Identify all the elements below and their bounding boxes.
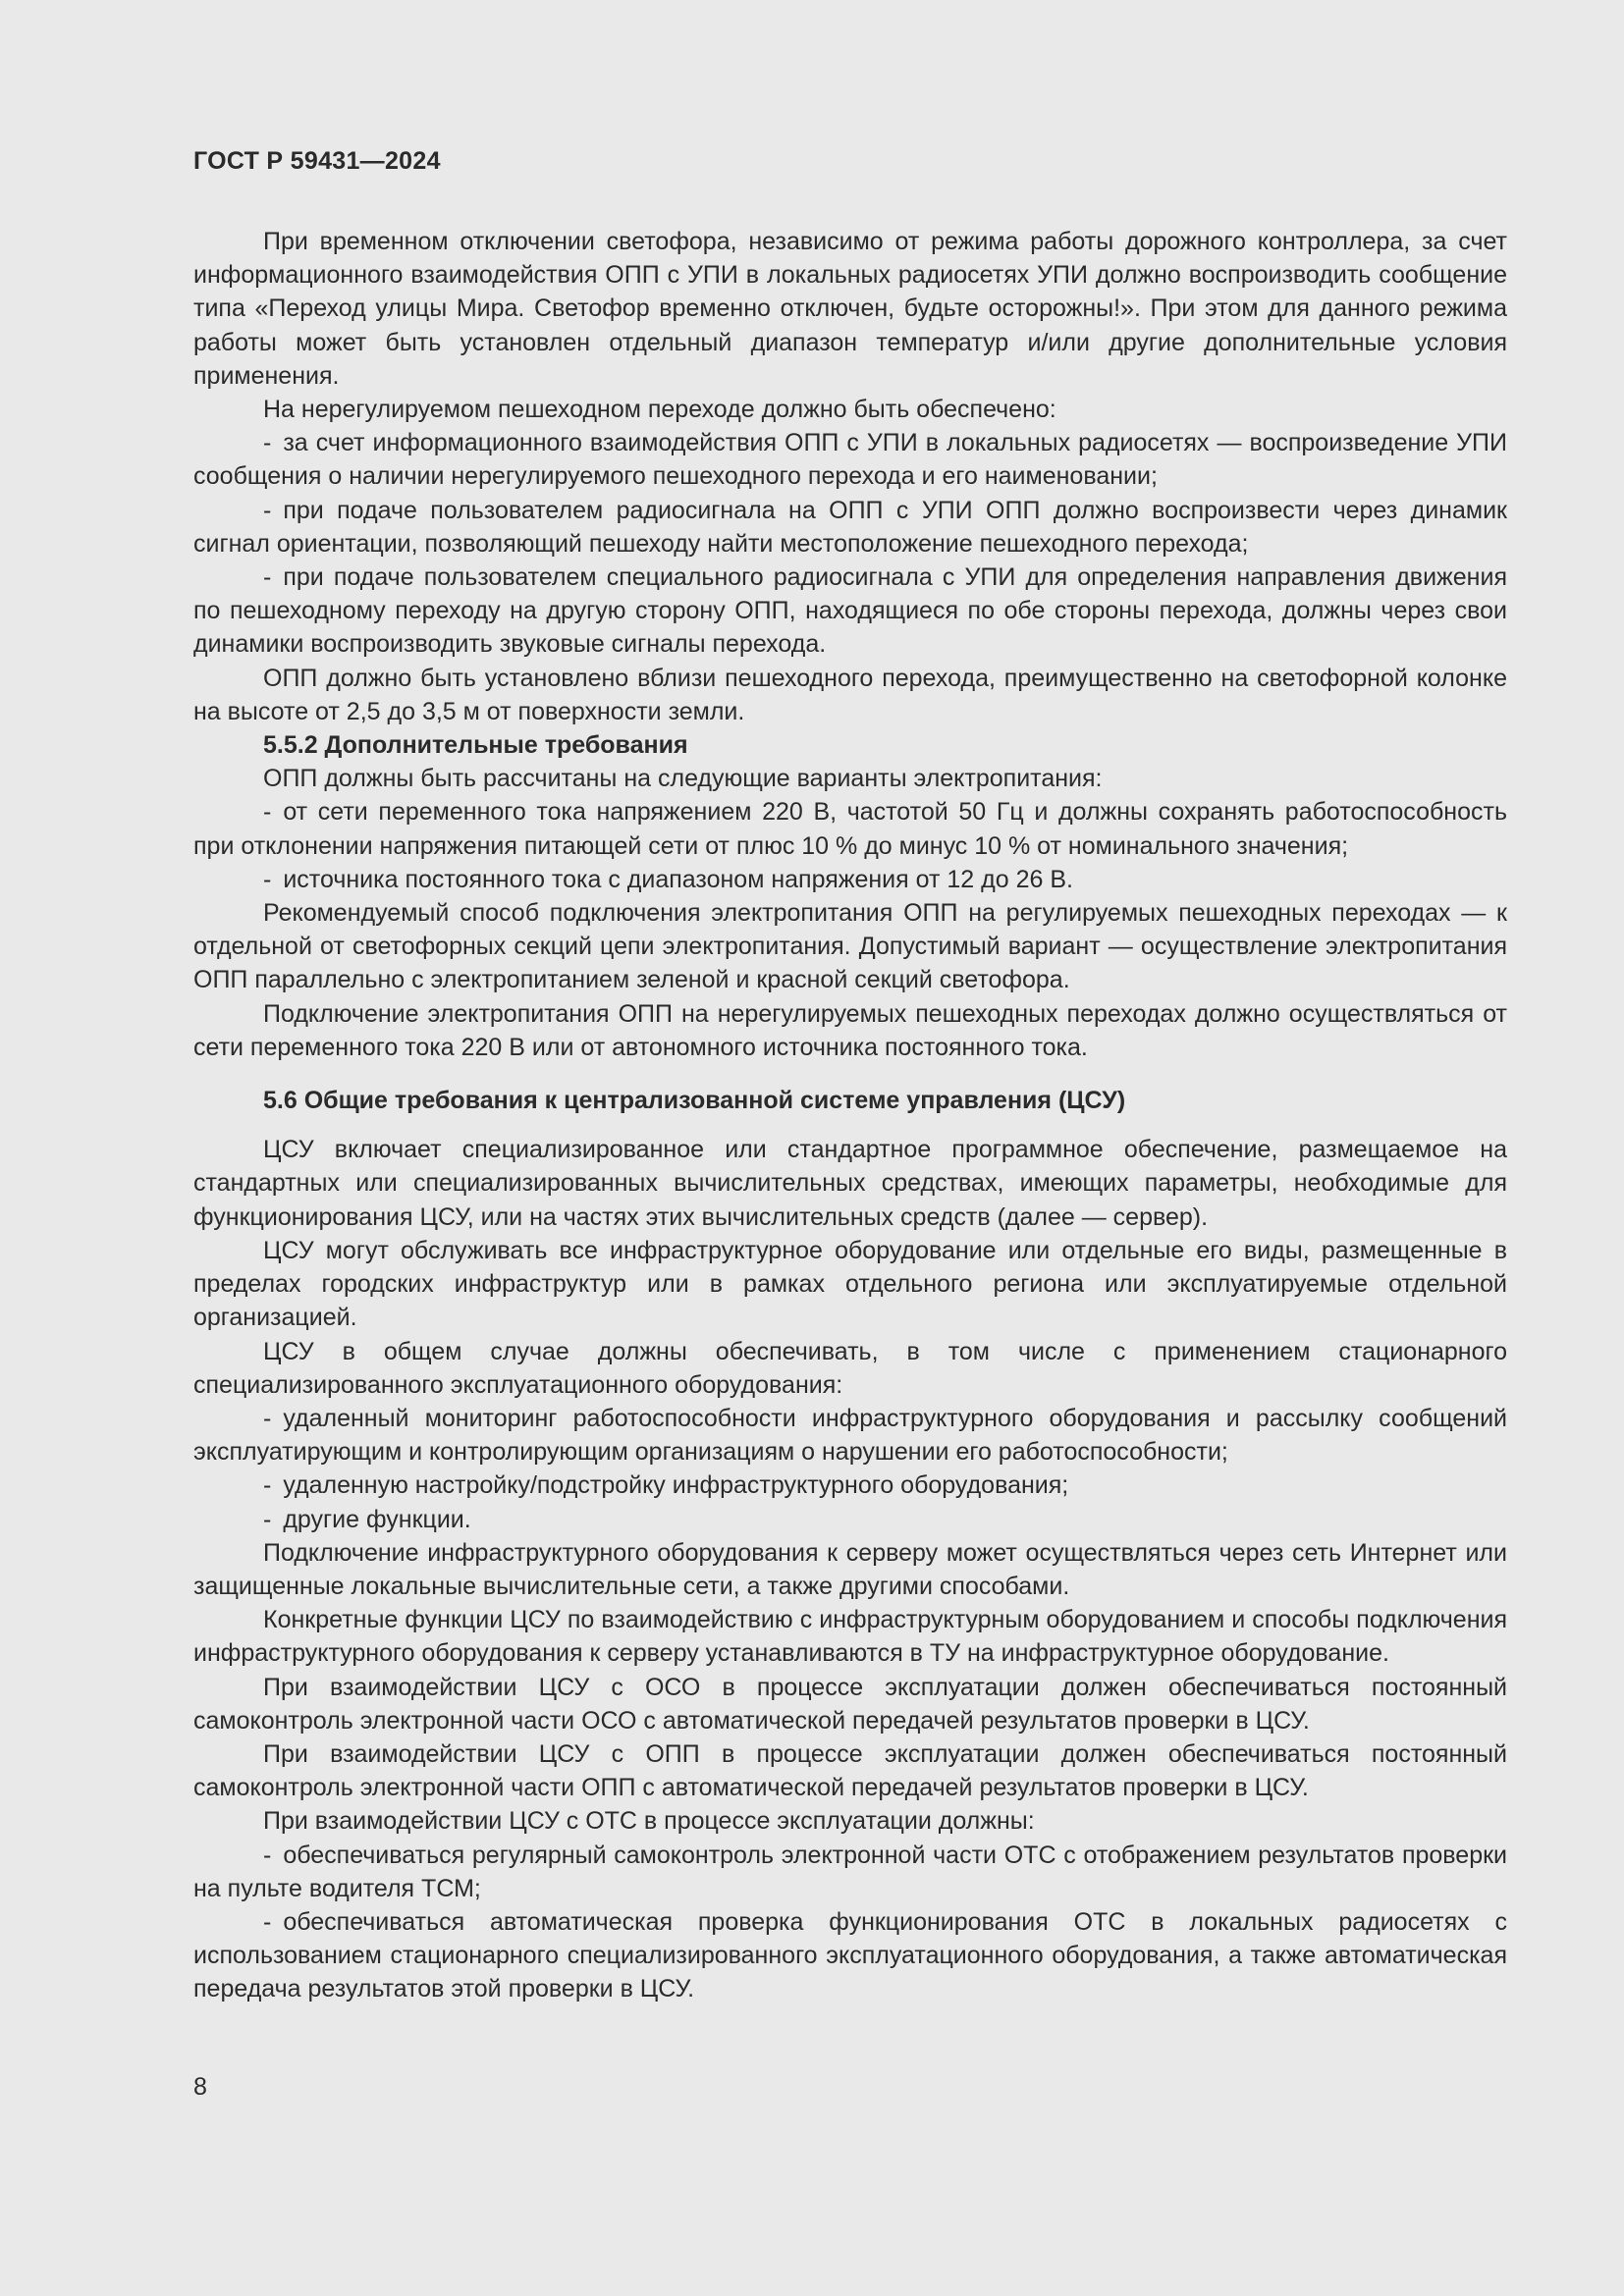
paragraph: ЦСУ включает специализированное или стандартное программное обеспечение, размещаемое на стандартных или специализированных вычислительных средствах, имеющих параметры, необходимые для функционирования ЦСУ, или на частях этих вычислительных средств (далее — сервер). [193, 1136, 1507, 1231]
list-item-text: удаленную настройку/подстройку инфраструктурного оборудования; [283, 1471, 1069, 1500]
list-item [193, 1905, 1507, 2006]
list-marker: - [263, 1404, 272, 1432]
list-item [193, 426, 1507, 493]
list-item [193, 1402, 1507, 1468]
paragraph: ЦСУ могут обслуживать все инфраструктурное оборудование или отдельные его виды, размещенные в пределах городских инфраструктур или в рамках отдельного региона или эксплуатируемые отдельной организацией. [193, 1236, 1507, 1332]
list-marker: - [263, 1505, 272, 1533]
paragraph: ЦСУ в общем случае должны обеспечивать, в том числе с применением стационарного специализированного эксплуатационного оборудования: [193, 1337, 1507, 1399]
list-marker: - [263, 1907, 272, 1936]
list-item-text: обеспечиваться регулярный самоконтроль электронной части ОТС с отображением результатов проверки на пульте водителя ТСМ; [193, 1841, 1507, 1902]
list-marker: - [263, 563, 272, 592]
paragraph: При взаимодействии ЦСУ с ОСО в процессе эксплуатации должен обеспечиваться постоянный самоконтроль электронной части ОСО с автоматической передачей результатов проверки в ЦСУ. [193, 1673, 1507, 1735]
list-item-text: источника постоянного тока с диапазоном напряжения от 12 до 26 В. [283, 865, 1073, 893]
list-marker: - [263, 1841, 272, 1869]
paragraph: Подключение электропитания ОПП на нерегулируемых пешеходных переходах должно осуществляться от сети переменного тока 220 В или от автономного источника постоянного тока. [193, 999, 1507, 1061]
page-number: 8 [193, 2073, 207, 2101]
list-item [193, 863, 1507, 896]
paragraph: На нерегулируемом пешеходном переходе должно быть обеспечено: [263, 396, 1056, 424]
list-item-text: другие функции. [283, 1505, 471, 1533]
paragraph: Конкретные функции ЦСУ по взаимодействию с инфраструктурным оборудованием и способы подключения инфраструктурного оборудования к серверу устанавливаются в ТУ на инфраструктурное оборудование. [193, 1606, 1507, 1668]
paragraph: При взаимодействии ЦСУ с ОТС в процессе эксплуатации должны: [263, 1807, 1035, 1836]
paragraph: Подключение инфраструктурного оборудования к серверу может осуществляться через сеть Интернет или защищенные локальные вычислительные сети, а также другими способами. [193, 1538, 1507, 1600]
list-item-text: от сети переменного тока напряжением 220 В, частотой 50 Гц и должны сохранять работоспособность при отклонении напряжения питающей сети от плюс 10 % до минус 10 % от номинального значения; [193, 798, 1507, 860]
list-item-text: при подаче пользователем радиосигнала на ОПП с УПИ ОПП должно воспроизвести через динамик сигнал ориентации, позволяющий пешеходу найти местоположение пешеходного перехода; [193, 496, 1507, 558]
list-marker: - [263, 429, 272, 457]
list-item [193, 1468, 1507, 1502]
list-marker: - [263, 496, 272, 524]
list-item [193, 561, 1507, 662]
section-heading-5-6: 5.6 Общие требования к централизованной системе управления (ЦСУ) [263, 1087, 1126, 1115]
list-item [193, 1839, 1507, 1905]
list-item [193, 1503, 1507, 1536]
subsection-heading-5-5-2: 5.5.2 Дополнительные требования [263, 731, 688, 760]
paragraph: При взаимодействии ЦСУ с ОПП в процессе эксплуатации должен обеспечиваться постоянный самоконтроль электронной части ОПП с автоматической передачей результатов проверки в ЦСУ. [193, 1739, 1507, 1802]
paragraph: ОПП должно быть установлено вблизи пешеходного перехода, преимущественно на светофорной колонке на высоте от 2,5 до 3,5 м от поверхности земли. [193, 664, 1507, 725]
list-item [193, 494, 1507, 561]
list-item [193, 795, 1507, 862]
paragraph: При временном отключении светофора, независимо от режима работы дорожного контроллера, за счет информационного взаимодействия ОПП с УПИ в локальных радиосетях УПИ должно воспроизводить сообщение типа «Переход улицы Мира. Светофор временно отключен, будьте осторожны!». При этом для данного режима работы может быть установлен отдельный диапазон температур и/или другие дополнительные условия применения. [193, 228, 1507, 390]
page-content [193, 225, 1507, 2006]
paragraph: ОПП должны быть рассчитаны на следующие варианты электропитания: [263, 765, 1103, 793]
list-item-text: удаленный мониторинг работоспособности инфраструктурного оборудования и рассылку сообщений эксплуатирующим и контролирующим организациям о нарушении его работоспособности; [193, 1404, 1507, 1467]
list-marker: - [263, 798, 272, 827]
list-item-text: за счет информационного взаимодействия ОПП с УПИ в локальных радиосетях — воспроизведение УПИ сообщения о наличии нерегулируемого пешеходного перехода и его наименовании; [193, 429, 1507, 491]
paragraph: Рекомендуемый способ подключения электропитания ОПП на регулируемых пешеходных переходах — к отдельной от светофорных секций цепи электропитания. Допустимый вариант — осуществление электропитания ОПП параллельно с электропитанием зеленой и красной секций светофора. [193, 899, 1507, 994]
list-item-text: обеспечиваться автоматическая проверка функционирования ОТС в локальных радиосетях с использованием стационарного специализированного эксплуатационного оборудования, а также автоматическая передача результатов этой проверки в ЦСУ. [193, 1907, 1507, 2003]
list-item-text: при подаче пользователем специального радиосигнала с УПИ для определения направления движения по пешеходному переходу на другую сторону ОПП, находящиеся по обе стороны перехода, должны через свои динамики воспроизводить звуковые сигналы перехода. [193, 563, 1507, 659]
list-marker: - [263, 865, 272, 893]
list-marker: - [263, 1471, 272, 1500]
document-code-header: ГОСТ Р 59431—2024 [193, 147, 441, 175]
